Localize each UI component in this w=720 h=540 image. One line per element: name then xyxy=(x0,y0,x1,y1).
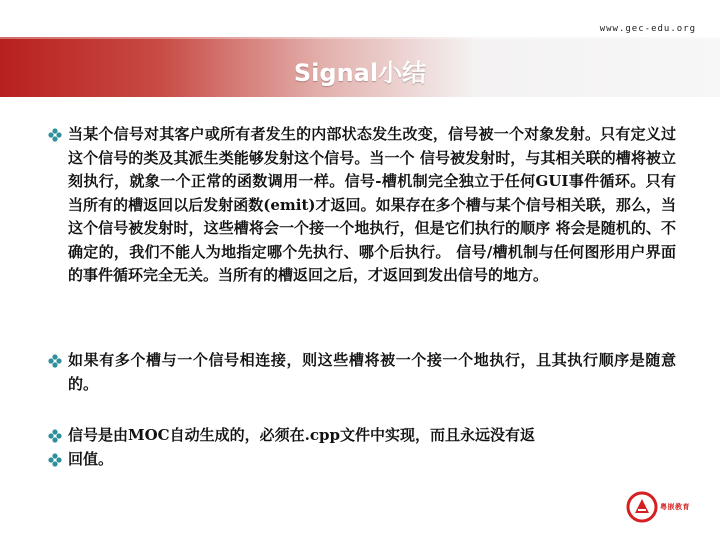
site-url: www.gec-edu.org xyxy=(599,24,696,34)
bullet-text: 回值。 xyxy=(68,450,114,468)
company-logo xyxy=(626,491,706,523)
diamond-bullet-icon xyxy=(48,349,68,373)
bullet-item xyxy=(48,123,676,288)
bullet-text: 当某个信号对其客户或所有者发生的内部状态发生改变，信号被一个对象发射。只有定义过这个信号的类及其派生类能够发射这个信号。当一个 信号被发射时，与其相关联的槽将被立刻执行，就象一个正常的函数调用一样。信号-槽机制完全独立于任何GUI事件循环。只有当所有的槽返回以后发射函数(emit)才返回。如果存在多个槽与某个信号相关联，那么，当 这个信号被发射时，这些槽将会一个接一个地执行，但是它们执行的顺序 将会是随机的、不确定的，我们不能人为地指定哪个先执行、哪个后执行。 信号/槽机制与任何图形用户界面的事件循环完全无关。当所有的槽返回之后，才返回到发出信号的地方。 xyxy=(68,125,676,284)
diamond-bullet-icon xyxy=(48,123,68,147)
logo-text: 粤嵌教育 xyxy=(660,503,690,511)
diamond-bullet-icon xyxy=(48,448,68,472)
bullet-text: 如果有多个槽与一个信号相连接，则这些槽将被一个接一个地执行，且其执行顺序是随意的。 xyxy=(68,351,676,393)
diamond-bullet-icon xyxy=(48,424,68,448)
bullet-text: 信号是由MOC自动生成的，必须在.cpp文件中实现，而且永远没有返 xyxy=(68,426,535,444)
bullet-item xyxy=(48,424,676,448)
slide-title: Signal小结 xyxy=(293,59,427,87)
bullet-item xyxy=(48,349,676,396)
logo-mark-icon xyxy=(626,491,658,523)
bullet-item xyxy=(48,448,676,472)
